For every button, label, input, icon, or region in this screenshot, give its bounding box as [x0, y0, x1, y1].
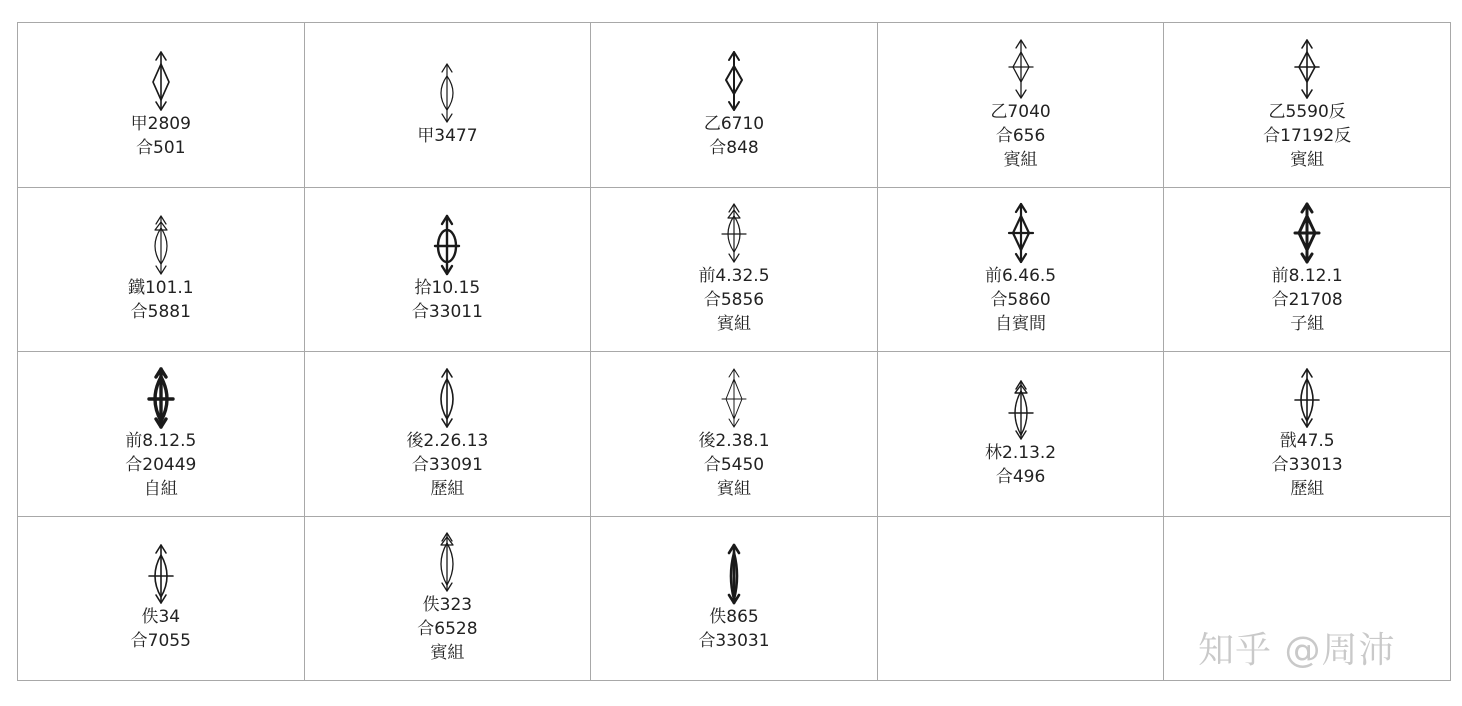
glyph-cell-content: [18, 367, 304, 501]
glyph-cell: [877, 516, 1164, 681]
caption-line: 佚323: [422, 595, 473, 616]
oracle-glyph-icon: [712, 367, 756, 429]
glyph-caption: [125, 429, 196, 501]
glyph-cell: [877, 23, 1164, 188]
glyph-cell: [591, 187, 878, 352]
glyph-cell-content: [18, 50, 304, 160]
glyph-caption: [131, 112, 191, 160]
oracle-glyph-icon: [712, 50, 756, 112]
caption-line: 甲3477: [417, 125, 478, 146]
caption-line: 乙5590反: [1268, 101, 1346, 122]
caption-line: 乙6710: [703, 113, 765, 134]
caption-line: 合5856: [703, 290, 765, 311]
glyph-cell: [591, 516, 878, 681]
glyph-caption: [704, 112, 764, 160]
glyph-cell-content: [305, 62, 591, 148]
oracle-glyph-icon: [139, 214, 183, 276]
caption-line: 合20449: [125, 454, 197, 475]
glyph-caption: [698, 605, 769, 653]
glyph-cell: [304, 187, 591, 352]
glyph-cell: [591, 23, 878, 188]
glyph-caption: [1263, 100, 1351, 172]
caption-line: 合5881: [130, 302, 191, 323]
glyph-cell-content: [305, 214, 591, 324]
caption-line: 合33091: [411, 454, 483, 475]
caption-line: 自組: [143, 478, 178, 499]
oracle-glyph-icon: [1285, 38, 1329, 100]
caption-line: 合33013: [1271, 454, 1343, 475]
caption-line: 賓組: [1290, 149, 1325, 170]
caption-line: 賓組: [716, 478, 751, 499]
caption-line: 佚865: [709, 607, 759, 628]
caption-line: 鐵101.1: [127, 278, 194, 299]
glyph-caption: [698, 264, 769, 336]
glyph-caption: [128, 276, 194, 324]
caption-line: 自賓間: [995, 314, 1047, 335]
glyph-caption: [417, 593, 477, 665]
glyph-caption: [412, 276, 483, 324]
glyph-cell: [304, 352, 591, 517]
glyph-cell-content: [18, 543, 304, 653]
glyph-cell: [877, 187, 1164, 352]
caption-line: 拾10.15: [414, 278, 481, 299]
caption-line: 歷組: [1290, 478, 1325, 499]
caption-line: 前8.12.5: [125, 430, 197, 451]
caption-line: 林2.13.2: [985, 442, 1057, 463]
glyph-cell: [18, 516, 305, 681]
glyph-cell-content: [305, 531, 591, 665]
caption-line: 合17192反: [1263, 125, 1352, 146]
glyph-caption: [1272, 429, 1343, 501]
glyph-caption: [985, 264, 1056, 336]
glyph-cell-content: [878, 379, 1164, 489]
caption-line: 甲2809: [130, 113, 191, 134]
oracle-bone-glyph-table: [17, 22, 1451, 681]
caption-line: 賓組: [716, 314, 751, 335]
caption-line: 後2.26.13: [406, 430, 489, 451]
glyph-cell-content: [1164, 367, 1450, 501]
glyph-cell-content: [878, 38, 1164, 172]
caption-line: 合5860: [990, 290, 1051, 311]
glyph-cell: [304, 516, 591, 681]
caption-line: 合5450: [703, 454, 765, 475]
caption-line: 合501: [136, 137, 186, 158]
glyph-caption: [985, 441, 1056, 489]
oracle-glyph-icon: [425, 531, 469, 593]
caption-line: 後2.38.1: [698, 430, 770, 451]
caption-line: 合496: [995, 466, 1046, 487]
glyph-cell: [877, 352, 1164, 517]
glyph-cell-content: [878, 202, 1164, 336]
glyph-caption: [990, 100, 1050, 172]
oracle-glyph-icon: [425, 62, 469, 124]
oracle-glyph-icon: [425, 367, 469, 429]
table-row: [18, 23, 1451, 188]
glyph-cell: [1164, 187, 1451, 352]
glyph-cell-content: [591, 202, 877, 336]
table-body: [18, 23, 1451, 681]
oracle-glyph-icon: [999, 202, 1043, 264]
caption-line: 合33031: [698, 631, 770, 652]
glyph-caption: [406, 429, 488, 501]
glyph-cell: [18, 187, 305, 352]
glyph-cell-content: [305, 367, 591, 501]
glyph-cell-content: [591, 543, 877, 653]
glyph-cell: [1164, 23, 1451, 188]
caption-line: 合848: [709, 137, 759, 158]
caption-line: 合7055: [130, 631, 191, 652]
oracle-glyph-icon: [999, 38, 1043, 100]
caption-line: 合21708: [1271, 290, 1343, 311]
table-row: [18, 352, 1451, 517]
caption-line: 佚34: [141, 607, 181, 628]
glyph-cell: [304, 23, 591, 188]
oracle-glyph-icon: [139, 367, 183, 429]
glyph-cell: [18, 352, 305, 517]
caption-line: 合6528: [417, 619, 478, 640]
oracle-glyph-icon: [1285, 367, 1329, 429]
oracle-glyph-icon: [712, 202, 756, 264]
glyph-cell-content: [1164, 38, 1450, 172]
oracle-glyph-icon: [425, 214, 469, 276]
glyph-cell: [18, 23, 305, 188]
oracle-glyph-icon: [139, 50, 183, 112]
caption-line: 合656: [995, 125, 1046, 146]
zhihu-watermark: 知乎 @周沛: [1198, 630, 1396, 671]
glyph-cell-content: [591, 50, 877, 160]
caption-line: 賓組: [1003, 149, 1038, 170]
oracle-glyph-icon: [1285, 202, 1329, 264]
glyph-cell-content: [18, 214, 304, 324]
glyph-cell: [1164, 352, 1451, 517]
caption-line: 戩47.5: [1279, 430, 1335, 451]
glyph-caption: [417, 124, 477, 148]
caption-line: 前4.32.5: [698, 266, 770, 287]
oracle-glyph-icon: [139, 543, 183, 605]
caption-line: 乙7040: [990, 101, 1051, 122]
caption-line: 賓組: [430, 643, 465, 664]
glyph-caption: [698, 429, 769, 501]
glyph-cell-content: [1164, 202, 1450, 336]
caption-line: 歷組: [430, 478, 465, 499]
caption-line: 子組: [1290, 314, 1325, 335]
glyph-cell: [591, 352, 878, 517]
glyph-caption: [131, 605, 191, 653]
glyph-cell-content: [591, 367, 877, 501]
table-row: [18, 187, 1451, 352]
caption-line: 合33011: [411, 302, 483, 323]
oracle-glyph-icon: [999, 379, 1043, 441]
caption-line: 前8.12.1: [1271, 266, 1343, 287]
glyph-caption: [1272, 264, 1343, 336]
oracle-glyph-icon: [712, 543, 756, 605]
caption-line: 前6.46.5: [985, 266, 1057, 287]
